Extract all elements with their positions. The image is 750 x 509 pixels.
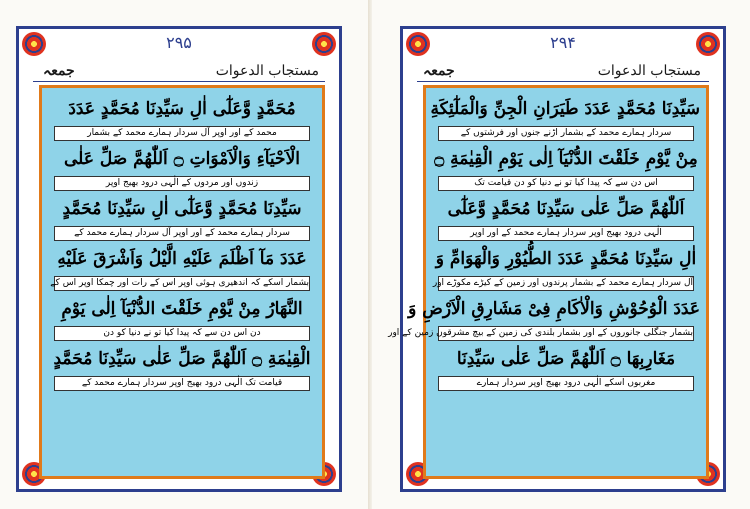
page-frame <box>388 26 726 492</box>
running-header-title: مستجاب الدعوات <box>597 63 701 79</box>
arabic-line: سَيِّدِنَا مُحَمَّدٍ وَّعَلٰٓى اٰلِ سَيِّدِنَا مُحَمَّدٍ <box>62 199 302 219</box>
page-frame <box>16 26 342 492</box>
left-page <box>0 0 371 509</box>
arabic-line: الْقِيٰمَةِ ۝ اَللّٰهُمَّ صَلِّ عَلٰى سَيِّدِنَا مُحَمَّدٍ <box>53 349 311 369</box>
running-header-day: جمعہ <box>423 63 455 79</box>
translation-line: محمد کے اور اوپر آل سردار ہمارے محمد کے بشمار <box>54 126 310 141</box>
arabic-line: عَدَدَ مَآ اَظْلَمَ عَلَيْهِ الَّيْلُ وَاَشْرَقَ عَلَيْهِ <box>57 249 307 269</box>
page-number: ۲۹۴ <box>550 33 576 52</box>
translation-line: بشمار اسکے کہ اندھیری ہوئی اوپر اس کے رات اور چمکا اوپر اس کے <box>54 276 310 291</box>
translation-line: مغربوں اسکے الٰہی درود بھیج اوپر سردار ہمارے <box>438 376 694 391</box>
translation-line: زندوں اور مردوں کے الٰہی درود بھیج اوپر <box>54 176 310 191</box>
text-panel <box>388 85 709 479</box>
text-panel <box>39 85 325 479</box>
translation-line: بشمار جنگلی جانوروں کے اور بشمار بلندی کی زمین کے بیچ مشرقوں زمین کے اور <box>438 326 694 341</box>
arabic-line: مِنْ يَّوْمِ خَلَقْتَ الدُّنْيَآ اِلٰى يَوْمِ الْقِيٰمَةِ ۝ <box>434 149 698 169</box>
arabic-line: عَدَدَ الْوُحُوْشِ وَالْاٰكَامِ فِىْ مَشَارِقِ الْاَرْضِ وَ <box>408 299 700 319</box>
translation-line: دن اس دن سے کہ پیدا کیا تو نے دنیا کو دن <box>54 326 310 341</box>
page-number: ۲۹۵ <box>166 33 192 52</box>
header-rule <box>417 81 709 82</box>
translation-line: سردار ہمارے محمد کے بشمار اڑنے جنوں اور فرشتوں کے <box>438 126 694 141</box>
translation-line: قیامت تک الٰہی درود بھیج اوپر سردار ہمارے محمد کے <box>54 376 310 391</box>
translation-line: اس دن سے کہ پیدا کیا تو نے دنیا کو دن قیامت تک <box>438 176 694 191</box>
running-header-day: جمعہ <box>43 63 75 79</box>
arabic-line: اَللّٰهُمَّ صَلِّ عَلٰى سَيِّدِنَا مُحَمَّدٍ وَّعَلٰٓى <box>447 199 685 219</box>
arabic-line: الْاَحْيَآءِ وَالْاَمْوَاتِ ۝ اَللّٰهُمَّ صَلِّ عَلٰى <box>64 149 300 169</box>
translation-line: سردار ہمارے محمد کے اور اوپر آل سردار ہمارے محمد کے <box>54 226 310 241</box>
arabic-line: النَّهَارُ مِنْ يَّوْمِ خَلَقْتَ الدُّنْيَآ اِلٰى يَوْمِ <box>61 299 303 319</box>
header-rule <box>33 81 325 82</box>
arabic-line: اٰلِ سَيِّدِنَا مُحَمَّدٍ عَدَدَ الطُّيُوْرِ وَالْهَوَامِّ وَ <box>435 249 697 269</box>
translation-line: آل سردار ہمارے محمد کے بشمار پرندوں اور زمین کے کیڑے مکوڑے اور <box>438 276 694 291</box>
arabic-line: مُحَمَّدٍ وَّعَلٰٓى اٰلِ سَيِّدِنَا مُحَمَّدٍ عَدَدَ <box>68 99 296 119</box>
arabic-line: مَغَارِبِهَا ۝ اَللّٰهُمَّ صَلِّ عَلٰى سَيِّدِنَا <box>456 349 676 369</box>
arabic-line: سَيِّدِنَا مُحَمَّدٍ عَدَدَ طَيَرَانِ الْجِنِّ وَالْمَلٰٓئِكَةِ <box>430 99 700 119</box>
right-page <box>372 0 750 509</box>
running-header-title: مستجاب الدعوات <box>215 63 319 79</box>
translation-line: الٰہی درود بھیج اوپر سردار ہمارے محمد کے اور اوپر <box>438 226 694 241</box>
